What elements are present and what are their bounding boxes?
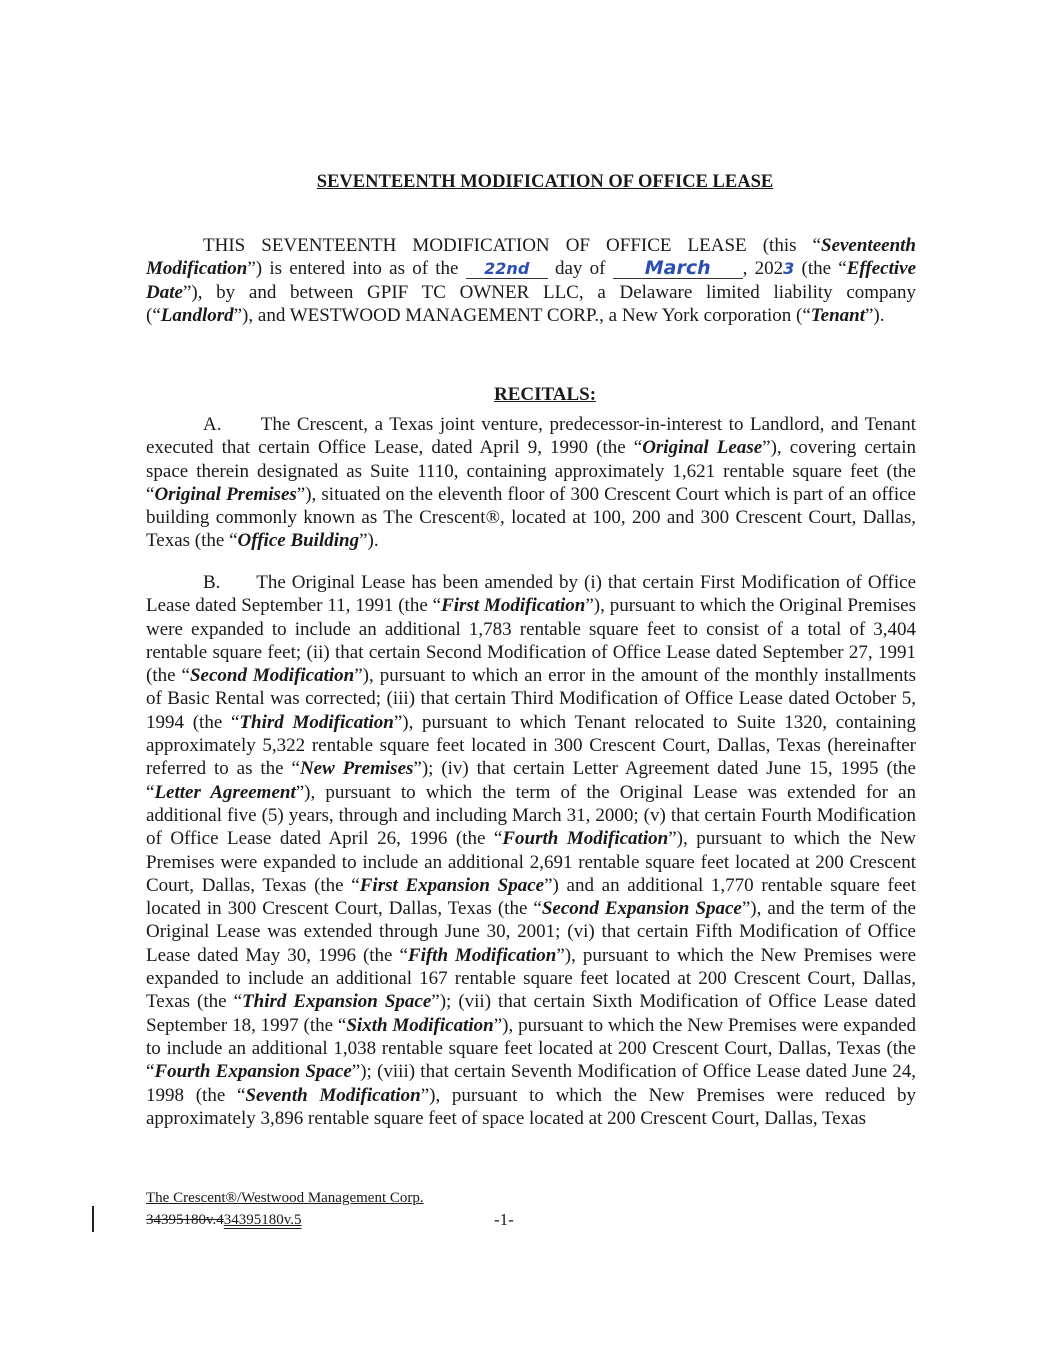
footer xyxy=(146,1187,424,1231)
defined-term: Fifth Modification xyxy=(407,944,557,966)
handwritten-year-digit: 3 xyxy=(783,259,795,279)
text: ”); (iv) that certain Letter Agreement dated June 15, 1995 (the “ xyxy=(146,758,916,803)
defined-term: New Premises xyxy=(299,758,414,780)
text: ”), pursuant to which an error in the amount of the monthly installments of Basic Rental was corrected; (iii) that certain Third Modification of Office Lease dated October 5, 1994 (the “ xyxy=(146,665,916,733)
page-number: -1- xyxy=(494,1210,514,1229)
text: ”). xyxy=(865,304,885,326)
text: ”), pursuant to which the New Premises were expanded to include an additional 1,038 rentable square feet located at 200 Crescent Court, Dallas, Texas (the “ xyxy=(146,1014,917,1083)
text: ”), covering certain space therein designated as Suite 1110, containing approximately 1,621 rentable square feet (the “ xyxy=(146,437,917,505)
handwritten-month: March xyxy=(644,257,711,280)
defined-term: Fourth Modification xyxy=(502,828,669,850)
doc-number-deleted: 34395180v.4 xyxy=(146,1212,224,1228)
defined-term: Third Expansion Space xyxy=(242,991,432,1013)
text: ”), and the term of the Original Lease was extended through June 30, 2001; (vi) that certain Fifth Modification of Office Lease dated May 30, 1996 (the “ xyxy=(146,898,916,966)
recitals-heading: RECITALS: xyxy=(493,384,597,405)
footer-caption: The Crescent®/Westwood Management Corp. xyxy=(146,1190,424,1206)
text: ”); (vii) that certain Sixth Modification of Office Lease dated September 18, 1997 (the “ xyxy=(146,991,916,1036)
defined-term: Tenant xyxy=(810,304,865,326)
text: ”), by and between GPIF TC OWNER LLC, a Delaware limited liability company (“ xyxy=(146,281,916,326)
text: ”), and WESTWOOD MANAGEMENT CORP., a New York corporation (“ xyxy=(233,304,811,326)
month-field xyxy=(613,259,743,279)
text: THIS SEVENTEENTH MODIFICATION OF OFFICE LEASE (this “ xyxy=(203,235,821,256)
recital-a xyxy=(146,413,916,553)
defined-term: Second Modification xyxy=(189,665,355,687)
doc-number-inserted: 34395180v.5 xyxy=(223,1212,302,1228)
text: ”), situated on the eleventh floor of 300 Crescent Court which is part of an office building commonly known as The Crescent®, located at 100, 200 and 300 Crescent Court, Dallas, Texas (the “ xyxy=(146,483,916,552)
text: A. The Crescent, a Texas joint venture, predecessor-in-interest to Landlord, and Tenant executed that certain Office Lease, dated April 9, 1990 (the “ xyxy=(146,414,916,459)
defined-term: Original Premises xyxy=(154,483,297,505)
defined-term: First Modification xyxy=(441,595,586,617)
defined-term: Seventeenth Modification xyxy=(146,235,916,280)
text: ”), pursuant to which the Original Premises were expanded to include an additional 1,783 rentable square feet to consist of a total of 3,404 rentable square feet; (ii) that certain Second Modification of Office Lease dated September 27, 1991 (the “ xyxy=(146,595,916,687)
defined-term: Seventh Modification xyxy=(245,1084,421,1106)
intro-paragraph xyxy=(146,234,916,327)
text: ”), pursuant to which the term of the Original Lease was extended for an additional five (5) years, through and including March 31, 2000; (v) that certain Fourth Modification of Office Lease dated April 26, 1996 (the “ xyxy=(146,781,916,850)
text: ”); (viii) that certain Seventh Modification of Office Lease dated June 24, 1998 (the “ xyxy=(146,1061,916,1106)
defined-term: First Expansion Space xyxy=(359,874,545,896)
text: ”) and an additional 1,770 rentable square feet located in 300 Crescent Court, Dallas, Texas (the “ xyxy=(146,874,916,920)
text: B. The Original Lease has been amended by (i) that certain First Modification of Office Lease dated September 11, 1991 (the “ xyxy=(146,572,916,617)
defined-term: Fourth Expansion Space xyxy=(154,1061,352,1083)
text: day of xyxy=(547,258,613,280)
text: ”) is entered into as of the xyxy=(247,258,466,280)
change-bar xyxy=(92,1206,94,1232)
document-number xyxy=(146,1209,424,1231)
day-field xyxy=(466,260,548,279)
defined-term: Second Expansion Space xyxy=(541,898,742,920)
defined-term: Sixth Modification xyxy=(346,1014,494,1036)
text: ”). xyxy=(359,530,379,552)
text: ”), pursuant to which the New Premises were expanded to include an additional 2,691 rentable square feet located at 200 Crescent Court, Dallas, Texas (the “ xyxy=(146,828,916,896)
defined-term: Effective Date xyxy=(146,258,917,303)
text: ”), pursuant to which the New Premises were reduced by approximately 3,896 rentable square feet of space located at 200 Crescent Court, Dallas, Texas xyxy=(146,1084,916,1129)
defined-term: Letter Agreement xyxy=(154,781,296,803)
text: (the “ xyxy=(794,258,847,280)
defined-term: Third Modification xyxy=(239,711,394,733)
recital-b xyxy=(146,571,916,1130)
text: ”), pursuant to which the New Premises were expanded to include an additional 167 rentable square feet located at 200 Crescent Court, Dallas, Texas (the “ xyxy=(146,944,917,1013)
defined-term: Original Lease xyxy=(642,437,763,459)
handwritten-day: 22nd xyxy=(484,259,530,279)
defined-term: Landlord xyxy=(160,304,234,326)
text: , 202 xyxy=(742,258,784,280)
text: ”), pursuant to which Tenant relocated to Suite 1320, containing approximately 5,322 rentable square feet located in 300 Crescent Court, Dallas, Texas (hereinafter referred to as the “ xyxy=(146,711,916,780)
defined-term: Office Building xyxy=(237,530,360,552)
document-title: SEVENTEENTH MODIFICATION OF OFFICE LEASE xyxy=(316,172,774,192)
